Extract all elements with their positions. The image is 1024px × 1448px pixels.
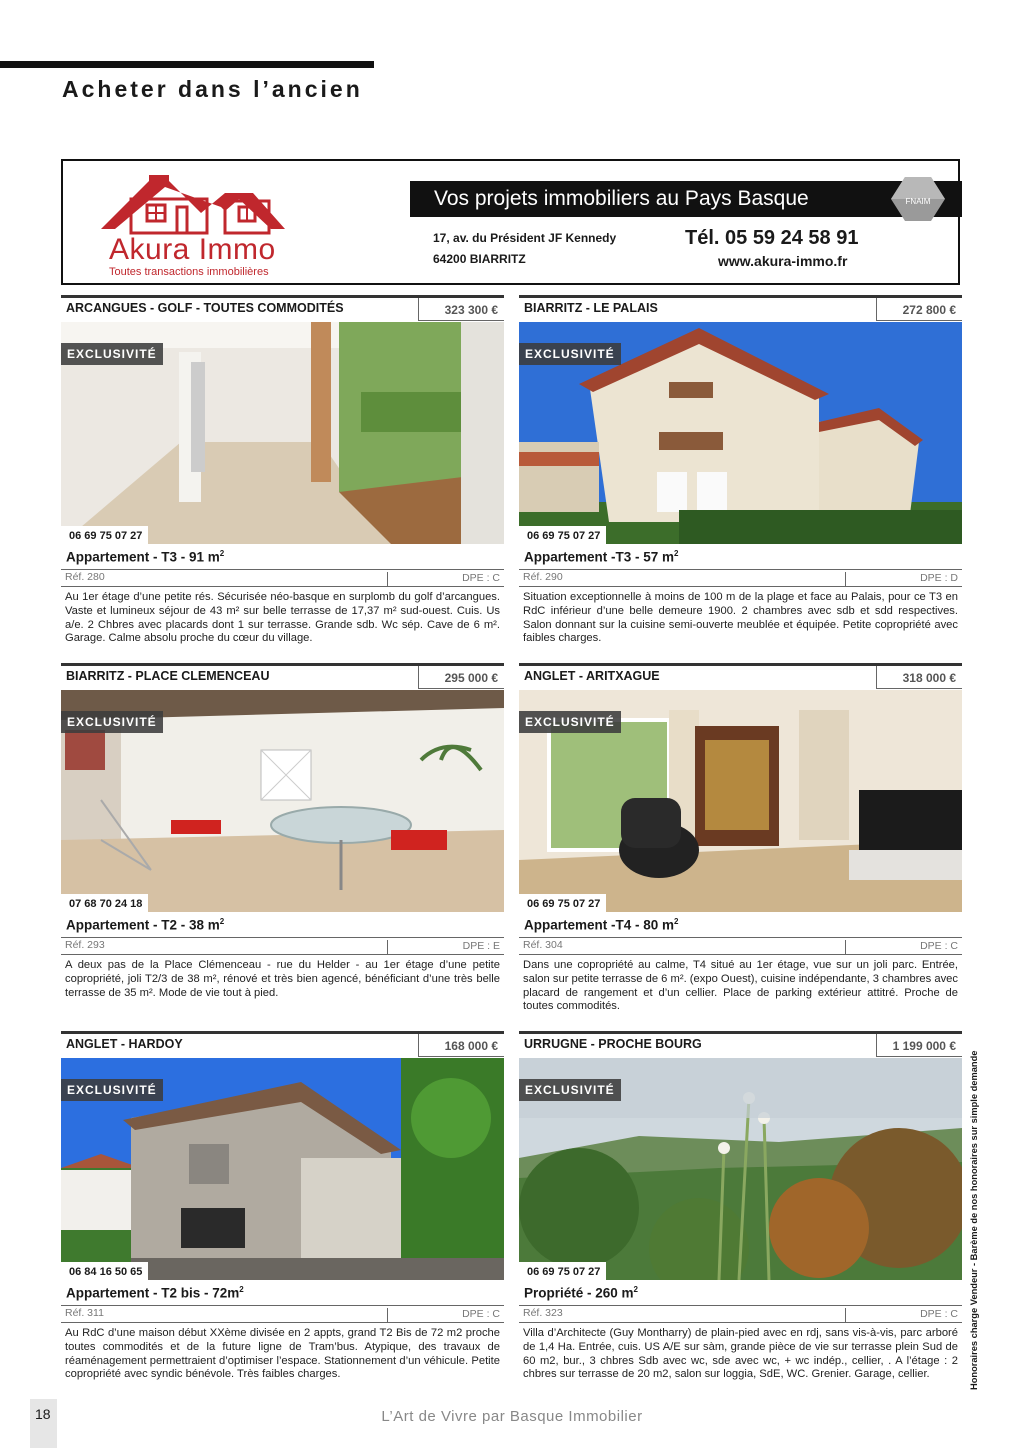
listing-price: 168 000 € (418, 1034, 504, 1057)
exclusivity-badge: EXCLUSIVITÉ (519, 1079, 621, 1101)
page-footer: L’Art de Vivre par Basque Immobilier (381, 1408, 643, 1425)
exclusivity-badge: EXCLUSIVITÉ (61, 1079, 163, 1101)
fees-sidenote-text: Honoraires charge Vendeur - Barème de nos honoraires sur simple demande (969, 1050, 979, 1390)
listing-ref: Réf. 304 (523, 939, 563, 951)
fnaim-label: FNAIM (905, 197, 931, 206)
listing-ref: Réf. 323 (523, 1307, 563, 1319)
listing-ref-row (61, 937, 504, 955)
listing-phone[interactable]: 06 84 16 50 65 (61, 1262, 148, 1280)
listing-phone[interactable]: 06 69 75 07 27 (519, 526, 606, 544)
listing-photo[interactable] (61, 690, 504, 912)
listing-type: Propriété - 260 $m^2$ (524, 1285, 638, 1301)
fees-sidenote (966, 1050, 982, 1390)
listing-location: BIARRITZ - PLACE CLEMENCEAU (66, 669, 270, 683)
listing-price: 323 300 € (418, 298, 504, 321)
exclusivity-badge: EXCLUSIVITÉ (61, 343, 163, 365)
listing-card[interactable] (61, 295, 504, 646)
listing-photo[interactable] (519, 690, 962, 912)
listing-description: Villa d’Architecte (Guy Montharry) de plain-pied avec en rdj, sans vis-à-vis, parc arboré de 1,4 Ha. Entrée, cuis. US A/E sur sàm, grande pièce de vie sur terrasse plein Sud de 60 m2, bur., 3 chbres Sdb avec wc, sde avec wc, + wc indép., cellier, . A l’étage : 2 chbres sur terrasse de 20 m2, salon sur loggia, SdE, WC. Grenier. Garage, cellier. (523, 1327, 958, 1381)
agency-website[interactable]: www.akura-immo.fr (718, 253, 848, 269)
listing-price: 272 800 € (876, 298, 962, 321)
top-rule (0, 61, 374, 68)
listing-ref: Réf. 311 (65, 1307, 104, 1319)
listing-dpe: DPE : C (387, 1308, 500, 1322)
agency-tagline: Toutes transactions immobilières (109, 266, 269, 278)
listing-dpe: DPE : E (387, 940, 500, 954)
listing-price: 318 000 € (876, 666, 962, 689)
listing-ref: Réf. 290 (523, 571, 563, 583)
listing-header (519, 295, 962, 322)
listing-header (61, 1031, 504, 1058)
listing-dpe: DPE : D (845, 572, 958, 586)
agency-name: Akura Immo (109, 233, 276, 266)
listing-description: Dans une copropriété au calme, T4 situé au 1er étage, vue sur un joli parc. Entrée, salon sur petite terrasse de 6 m². (expo Ouest), cuisine indépendante, 3 chambres avec placard de rangement et d’un cellier. Place de parking extérieur attitré. Proche de toutes commodités. (523, 959, 958, 1013)
listing-header (519, 663, 962, 690)
listing-description: Au RdC d’une maison début XXème divisée en 2 appts, grand T2 Bis de 72 m2 proche toutes commodités et de la future ligne de Tram’bus. Atypique, des travaux de réaménagement permettraient d’optimiser l’espace. Stationnement d’un véhicule. Petite copropriété avec syndic bénévole. Très faibles charges. (65, 1327, 500, 1381)
listing-card[interactable] (519, 663, 962, 1014)
listing-description: Au 1er étage d’une petite rés. Sécurisée néo-basque en surplomb du golf d’arcangues. Vaste et lumineux séjour de 43 m² sur belle terrasse de 17,37 m² sud-ouest. Cuis. Us a/e. 2 Chbres avec placards dont 1 sur terrasse. Grande sdb. Wc sép. Cave de 6 m². Garage. Calme absolu proche du cœur du village. (65, 591, 500, 645)
listing-location: ARCANGUES - GOLF - TOUTES COMMODITÉS (66, 301, 344, 315)
exclusivity-badge: EXCLUSIVITÉ (519, 343, 621, 365)
exclusivity-badge: EXCLUSIVITÉ (61, 711, 163, 733)
listing-location: URRUGNE - PROCHE BOURG (524, 1037, 702, 1051)
page-number: 18 (35, 1406, 51, 1422)
listing-card[interactable] (61, 1031, 504, 1382)
house-logo-icon (101, 169, 285, 237)
listing-location: BIARRITZ - LE PALAIS (524, 301, 658, 315)
agency-phone[interactable]: Tél. 05 59 24 58 91 (685, 227, 859, 249)
listing-type: Appartement - T3 - 91 $m^2$ (66, 549, 225, 565)
listing-description: Situation exceptionnelle à moins de 100 m de la plage et face au Palais, pour ce T3 en RdC inférieur d’une belle demeure 1900. 2 chambres avec sdb et sdd respectives. Salon donnant sur la cuisine semi-ouverte meublée et équipée. Petite copropriété avec faibles charges. (523, 591, 958, 645)
listing-type: Appartement - T2 - 38 $m^2$ (66, 917, 225, 933)
agency-address-line2: 64200 BIARRITZ (433, 252, 526, 266)
agency-address-line1: 17, av. du Président JF Kennedy (433, 231, 617, 245)
listing-dpe: DPE : C (845, 1308, 958, 1322)
listing-header (519, 1031, 962, 1058)
listing-price: 1 199 000 € (876, 1034, 962, 1057)
listing-ref-row (61, 1305, 504, 1323)
listing-ref-row (519, 1305, 962, 1323)
listing-phone[interactable]: 06 69 75 07 27 (61, 526, 148, 544)
page-title: Acheter dans l’ancien (62, 76, 363, 102)
listing-location: ANGLET - HARDOY (66, 1037, 183, 1051)
listing-phone[interactable]: 06 69 75 07 27 (519, 1262, 606, 1280)
listing-type: Appartement - T2 bis - $72m^2$ (66, 1285, 244, 1301)
listing-location: ANGLET - ARITXAGUE (524, 669, 660, 683)
listing-card[interactable] (61, 663, 504, 1000)
listing-dpe: DPE : C (845, 940, 958, 954)
listing-header (61, 663, 504, 690)
agency-slogan: Vos projets immobiliers au Pays Basque (410, 181, 962, 217)
listing-photo[interactable] (61, 1058, 504, 1280)
listing-card[interactable] (519, 1031, 962, 1382)
listing-phone[interactable]: 07 68 70 24 18 (61, 894, 148, 912)
listing-type: Appartement -T3 - 57 $m^2$ (524, 549, 679, 565)
listing-type: Appartement -T4 - 80 $m^2$ (524, 917, 679, 933)
listing-photo[interactable] (519, 322, 962, 544)
listing-ref: Réf. 280 (65, 571, 105, 583)
listing-ref-row (519, 937, 962, 955)
listing-description: A deux pas de la Place Clémenceau - rue du Helder - au 1er étage d’une petite copropriété, joli T2/3 de 38 m², rénové et très bien agencé, bénéficiant d’une très belle terrasse de 35 m². Mode de vie tout à pied. (65, 959, 500, 999)
fnaim-badge-icon (891, 177, 945, 221)
listing-dpe: DPE : C (387, 572, 500, 586)
listing-ref-row (61, 569, 504, 587)
listing-header (61, 295, 504, 322)
listing-phone[interactable]: 06 69 75 07 27 (519, 894, 606, 912)
listing-ref-row (519, 569, 962, 587)
exclusivity-badge: EXCLUSIVITÉ (519, 711, 621, 733)
listing-card[interactable] (519, 295, 962, 646)
listing-price: 295 000 € (418, 666, 504, 689)
listing-photo[interactable] (61, 322, 504, 544)
agency-banner (61, 159, 960, 285)
listing-photo[interactable] (519, 1058, 962, 1280)
listing-ref: Réf. 293 (65, 939, 105, 951)
